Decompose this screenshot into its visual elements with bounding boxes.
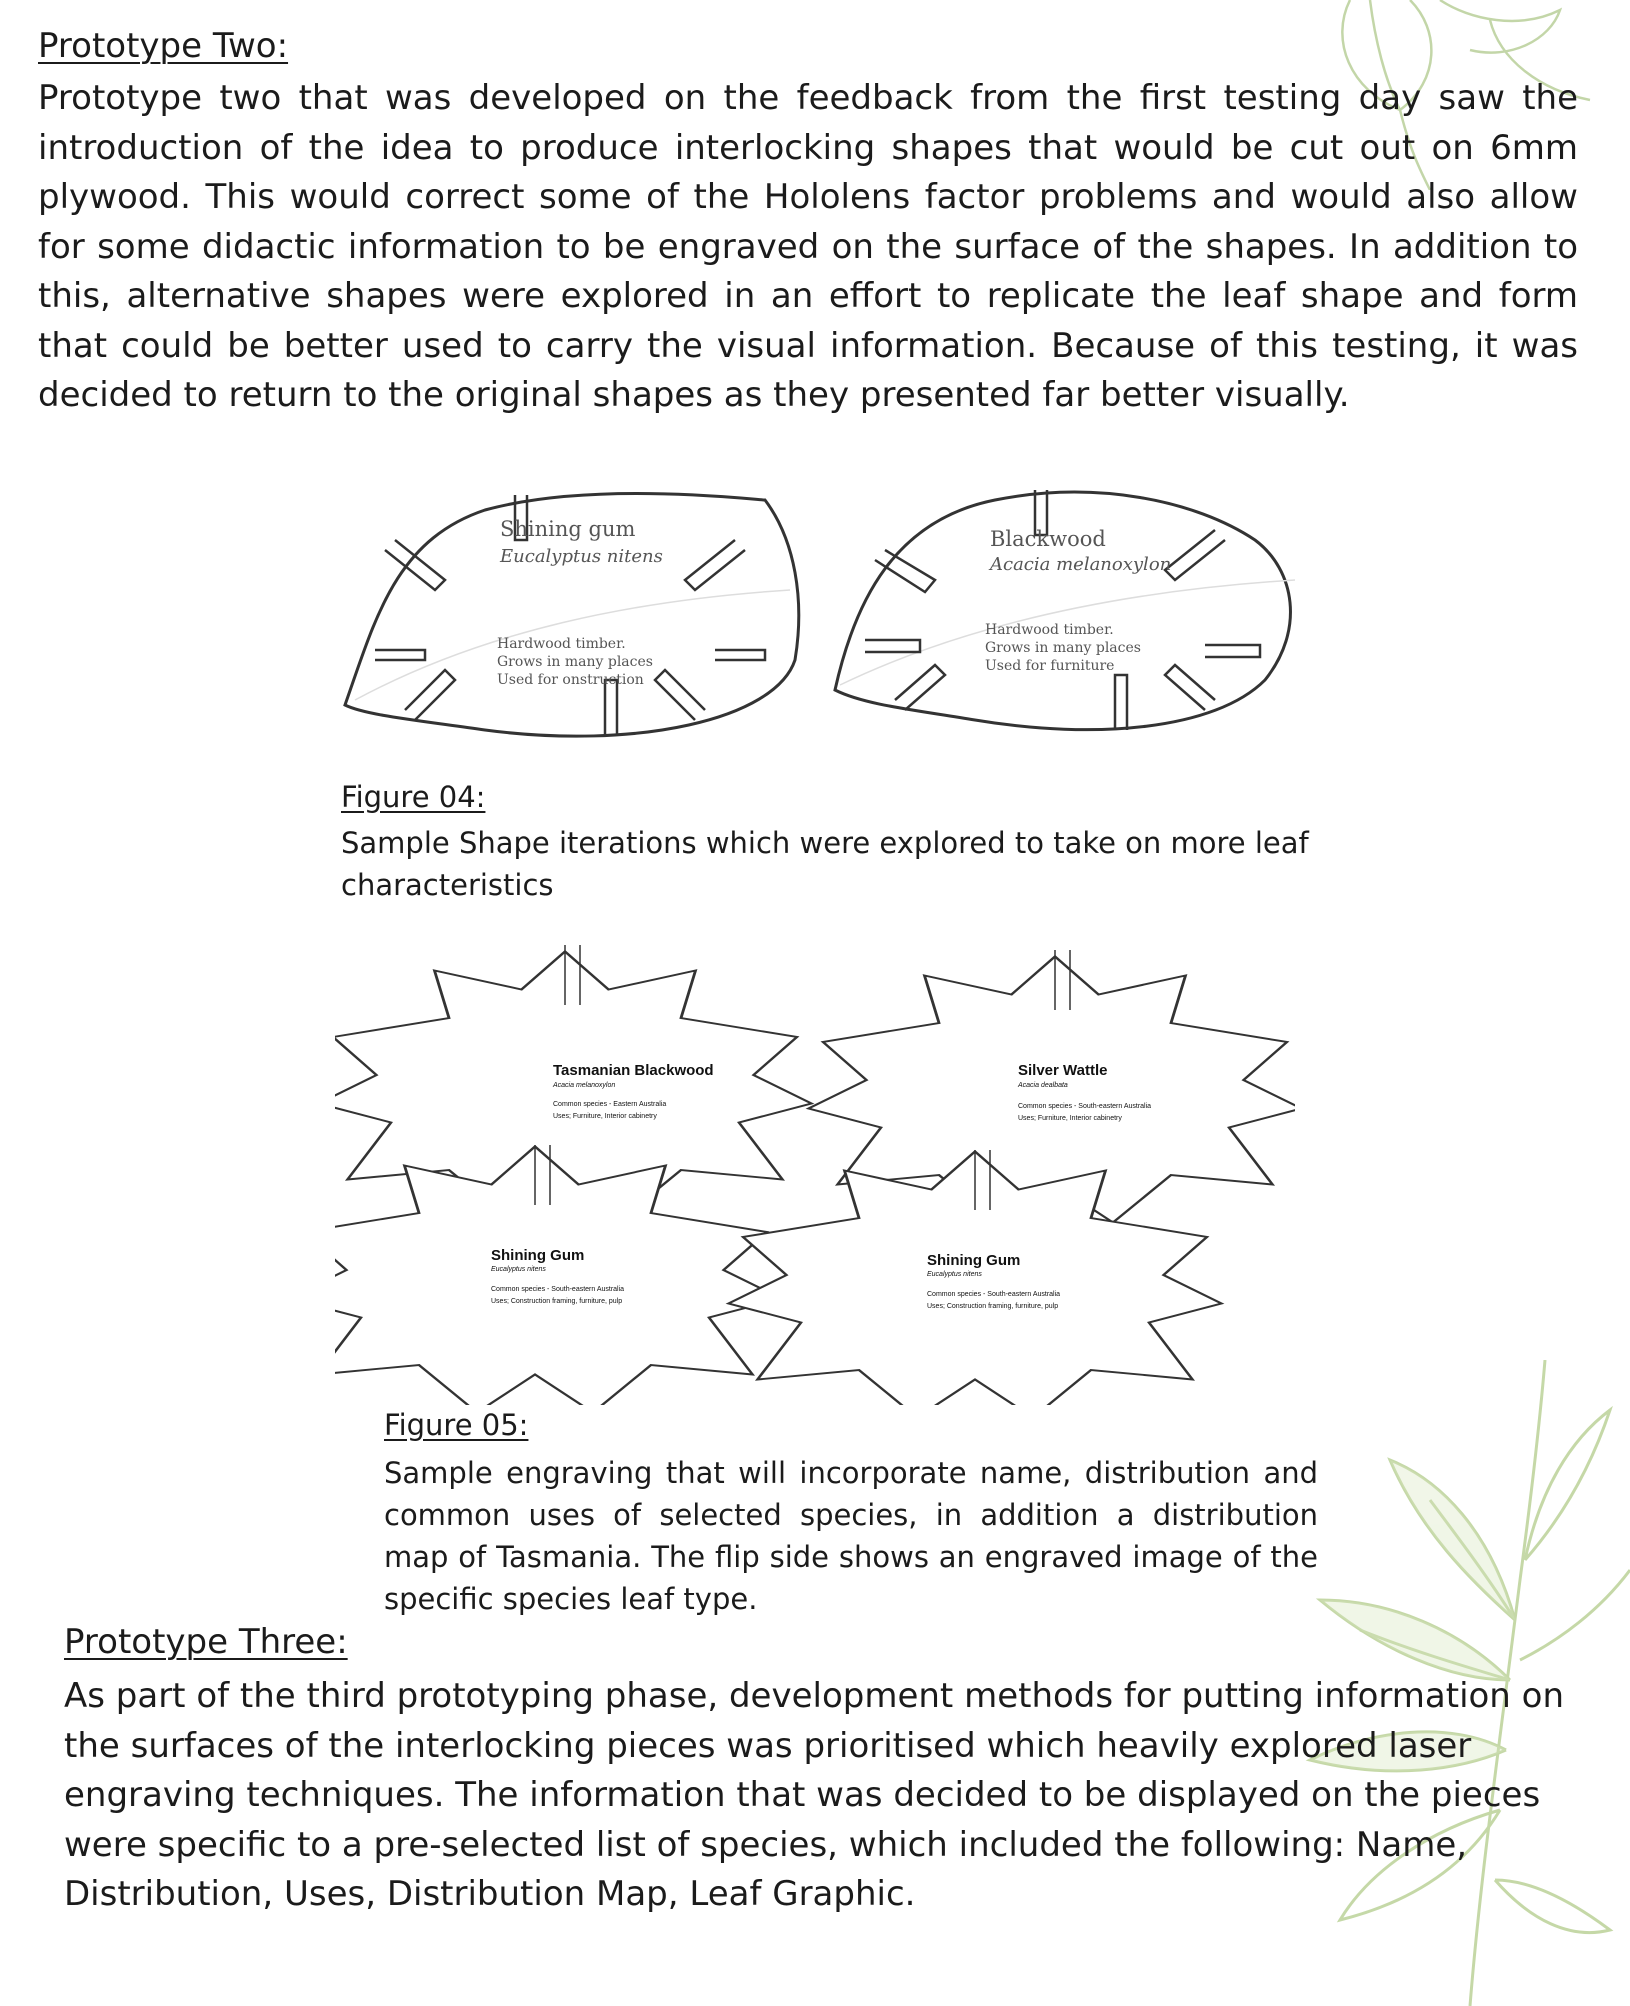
prototype-three-heading: Prototype Three: (64, 1622, 348, 1662)
leaf-1-latin: Eucalyptus nitens (500, 546, 663, 567)
piece-3-line-1: Common species - South-eastern Australia (491, 1286, 625, 1293)
piece-1-line-2: Uses; Furniture, Interior cabinetry (553, 1113, 657, 1120)
figure-04-label: Figure 04: (341, 780, 486, 814)
figure-04-image (335, 480, 1295, 750)
piece-2-latin: Acacia dealbata (1018, 1082, 1068, 1089)
piece-1-line-1: Common species - Eastern Australia (553, 1101, 667, 1108)
piece-4-line-2: Uses; Construction framing, furniture, pulp (927, 1303, 1059, 1310)
piece-2-line-1: Common species - South-eastern Australia (1018, 1103, 1152, 1110)
piece-2-line-2: Uses; Furniture, Interior cabinetry (1018, 1115, 1122, 1122)
piece-1-name: Tasmanian Blackwood (553, 1062, 714, 1079)
piece-4-latin: Eucalyptus nitens (927, 1271, 982, 1278)
leaf-2-line-2: Grows in many places (985, 640, 1141, 656)
piece-4-line-1: Common species - South-eastern Australia (927, 1291, 1061, 1298)
figure-05-image (335, 945, 1295, 1405)
leaf-1-line-2: Grows in many places (497, 654, 653, 670)
piece-3-line-2: Uses; Construction framing, furniture, pulp (491, 1298, 623, 1305)
piece-4-name: Shining Gum (927, 1252, 1021, 1269)
prototype-two-heading: Prototype Two: (38, 26, 289, 66)
piece-shape-shining-gum-1 (335, 1147, 782, 1406)
leaf-2-latin: Acacia melanoxylon (990, 554, 1172, 575)
leaf-2-line-1: Hardwood timber. (985, 622, 1114, 638)
piece-2-name: Silver Wattle (1018, 1062, 1108, 1079)
figure-05-caption: Sample engraving that will incorporate name, distribution and common uses of selected species, in addition a distribution map of Tasmania. The flip side shows an engraved image of the specific species leaf type. (384, 1456, 1318, 1616)
prototype-two-paragraph: Prototype two that was developed on the feedback from the first testing day saw the introduction of the idea to produce interlocking shapes that would be cut out on 6mm plywood. This would correct some of the Hololens factor problems and would also allow for some didactic information to be engraved on the surface of the shapes. In addition to this, alternative shapes were explored in an effort to replicate the leaf shape and form that could be better used to carry the visual information. Because of this testing, it was decided to return to the original shapes as they presented far better visually. (38, 78, 1578, 415)
prototype-three-paragraph: As part of the third prototyping phase, development methods for putting information on the surfaces of the interlocking pieces was prioritised which heavily explored laser engraving techniques. The information that was decided to be displayed on the pieces were specific to a pre-selected list of species, which included the following: Name, Distribution, Uses, Distribution Map, Leaf Graphic. (64, 1676, 1565, 1914)
leaf-2-line-3: Used for furniture (985, 658, 1115, 674)
leaf-1-line-3: Used for onstruction (497, 672, 644, 688)
leaf-1-name: Shining gum (500, 517, 636, 541)
leaf-2-name: Blackwood (990, 527, 1106, 551)
figure-05-label: Figure 05: (384, 1408, 529, 1442)
figure-04-caption: Sample Shape iterations which were explored to take on more leaf characteristics (341, 826, 1309, 902)
piece-3-name: Shining Gum (491, 1247, 585, 1264)
leaf-1-line-1: Hardwood timber. (497, 636, 626, 652)
piece-1-latin: Acacia melanoxylon (553, 1082, 616, 1089)
piece-3-latin: Eucalyptus nitens (491, 1266, 546, 1273)
